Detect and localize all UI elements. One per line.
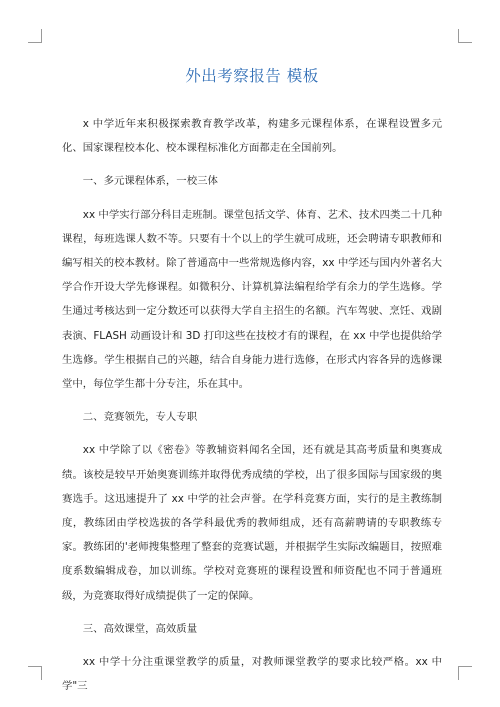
crop-mark-top-left-v <box>41 29 42 43</box>
crop-mark-bottom-right-h <box>458 666 472 667</box>
crop-mark-top-left-h <box>28 42 42 43</box>
crop-mark-bottom-right-v <box>458 666 459 680</box>
section-heading-2: 二、竞赛领先，专人专职 <box>82 411 198 424</box>
section-heading-1: 一、多元课程体系，一校三体 <box>82 175 218 188</box>
section-2-paragraph: xx 中学除了以《密卷》等教辅资料闻名全国，还有就是其高考质量和奥赛成绩。该校是较早开始奥赛训练并取得优秀成绩的学校，出了很多国际与国家级的奥赛选手。这迅速提升了 xx 中学的社会声誉。在学科竞赛方面，实行的是主教练制度，教练团由学校选拔的各学科最优秀的教师组成，还有高薪聘请的专职教练专家。教练团的'老师搜集整理了整套的竞赛试题，并根据学生实际改编题目，按照难度系数编辑成卷，加以训练。学校对竞赛班的课程设置和师资配也不同于普通班级，为竞赛取得好成绩提供了一定的保障。 <box>62 444 442 602</box>
section-heading-3: 三、高效课堂，高效质量 <box>82 622 198 635</box>
crop-mark-bottom-left-h <box>28 666 42 667</box>
document-title: 外出考察报告 模板 <box>185 67 319 85</box>
crop-mark-bottom-left-v <box>41 666 42 680</box>
crop-mark-top-right-h <box>458 42 472 43</box>
crop-mark-top-right-v <box>458 29 459 43</box>
document-body <box>62 64 442 700</box>
section-1-paragraph: xx 中学实行部分科目走班制。课堂包括文学、体育、艺术、技术四类二十几种课程，每班选课人数不等。只要有十个以上的学生就可成班，还会聘请专职教师和编写相关的校本教材。除了普通高中一些常规选修内容，xx 中学还与国内外著名大学合作开设大学先修课程。如微积分、计算机算法编程给学有余力的学生选修。学生通过考核达到一定分数还可以获得大学自主招生的名额。汽车驾驶、烹饪、戏剧表演、FLASH 动画设计和 3D 打印这些在技校才有的课程，在 xx 中学也提供给学生选修。学生根据自己的兴趣，结合自身能力进行选修，在形式内容各异的选修课堂中，每位学生都十分专注，乐在其中。 <box>62 208 442 391</box>
section-3-paragraph: xx 中学十分注重课堂教学的质量，对教师课堂教学的要求比较严格。xx 中学"三 <box>62 656 442 693</box>
intro-paragraph: x 中学近年来积极探索教育教学改革，构建多元课程体系，在课程设置多元化、国家课程校本化、校本课程标准化方面都走在全国前列。 <box>62 118 442 155</box>
